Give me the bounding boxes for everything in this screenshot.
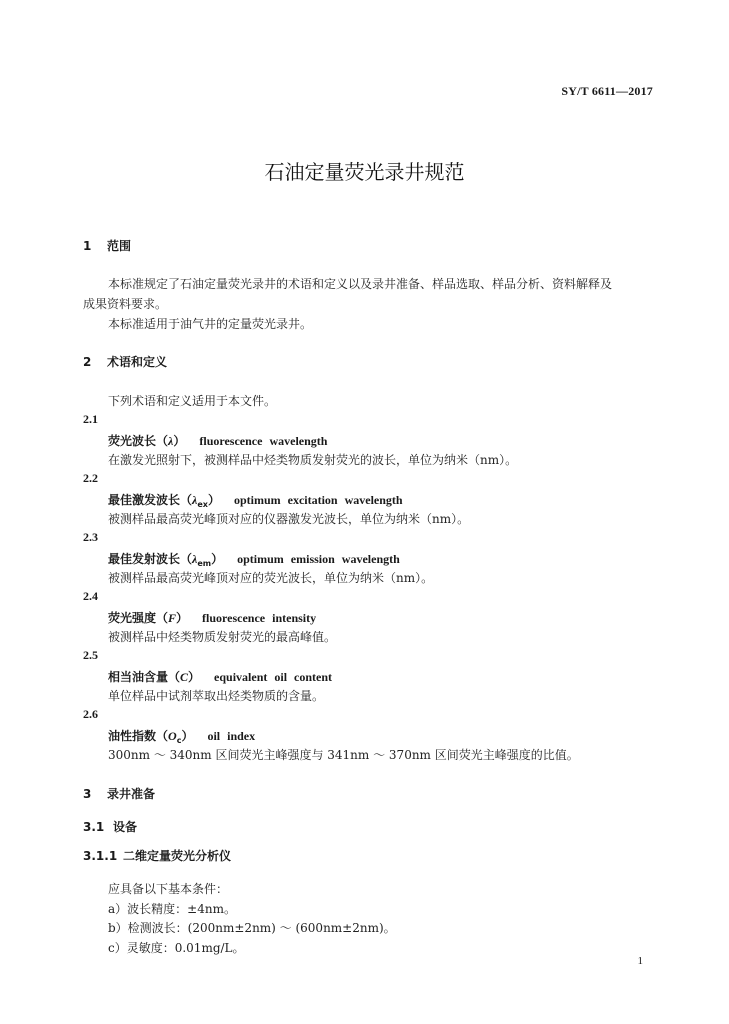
term-chinese: 最佳发射波长（ — [108, 552, 193, 566]
section-title: 范围 — [107, 239, 132, 253]
term-symbol: C — [180, 670, 189, 684]
term-number: 2.3 — [83, 530, 98, 544]
term-bracket-close: ） — [176, 611, 189, 625]
term-symbol: λ — [192, 552, 198, 566]
term-definition: 被测样品最高荧光峰顶对应的仪器激发光波长，单位为纳米（nm）。 — [108, 512, 470, 526]
term-bracket-close: ） — [211, 552, 224, 566]
subsection-heading — [83, 818, 137, 835]
subsubsection-number: 3.1.1 — [83, 849, 118, 863]
term-chinese: 相当油含量（ — [108, 670, 181, 684]
section-title: 录井准备 — [107, 787, 156, 801]
term-english: optimum excitation wavelength — [233, 493, 403, 507]
subsection-number: 3.1 — [83, 820, 105, 834]
term-english: fluorescence wavelength — [199, 434, 328, 448]
section-number: 2 — [83, 355, 92, 369]
subsubsection-heading — [83, 847, 231, 864]
section-title: 术语和定义 — [107, 355, 168, 369]
paragraph: 应具备以下基本条件： — [108, 882, 229, 896]
subsubsection-title: 二维定量荧光分析仪 — [123, 849, 232, 863]
term-chinese: 荧光波长（ — [108, 434, 169, 448]
list-item: a）波长精度：±4nm。 — [108, 902, 236, 916]
term-symbol: O — [168, 729, 177, 743]
document-title: 石油定量荧光录井规范 — [264, 160, 465, 184]
term-heading — [108, 550, 400, 568]
section-number: 1 — [83, 239, 92, 253]
subsection-title: 设备 — [113, 820, 138, 834]
section-number: 3 — [83, 787, 92, 801]
term-symbol-subscript: ex — [197, 500, 208, 509]
term-heading — [108, 727, 255, 745]
term-definition: 被测样品最高荧光峰顶对应的荧光波长，单位为纳米（nm）。 — [108, 571, 434, 585]
term-symbol: λ — [192, 493, 198, 507]
term-number: 2.1 — [83, 412, 98, 426]
term-heading — [108, 668, 332, 685]
term-bracket-close: ） — [188, 670, 201, 684]
term-definition: 单位样品中试剂萃取出烃类物质的含量。 — [108, 689, 325, 703]
term-definition: 300nm ～ 340nm 区间荧光主峰强度与 341nm ～ 370nm 区间荧光主峰强度的比值。 — [108, 748, 579, 762]
term-english: fluorescence intensity — [202, 611, 317, 625]
term-bracket-close: ） — [207, 493, 220, 507]
term-chinese: 最佳激发波长（ — [108, 493, 193, 507]
term-number: 2.2 — [83, 471, 98, 485]
term-symbol: F — [168, 611, 177, 625]
section-3-heading — [83, 785, 155, 802]
term-definition: 被测样品中烃类物质发射荧光的最高峰值。 — [108, 630, 337, 644]
section-1-heading — [83, 237, 131, 254]
term-symbol: λ — [168, 434, 174, 448]
standard-number: SY/T 6611—2017 — [561, 84, 653, 98]
paragraph-line: 本标准规定了石油定量荧光录井的术语和定义以及录井准备、样品选取、样品分析、资料解释及 — [108, 277, 613, 291]
term-number: 2.6 — [83, 707, 98, 721]
term-number: 2.5 — [83, 648, 98, 662]
page-number: 1 — [637, 955, 643, 967]
term-heading — [108, 609, 316, 626]
term-bracket-close: ） — [173, 434, 186, 448]
section-2-heading — [83, 353, 167, 370]
paragraph: 本标准适用于油气井的定量荧光录井。 — [108, 317, 313, 331]
term-heading — [108, 491, 403, 509]
term-bracket-close: ） — [181, 729, 194, 743]
term-heading — [108, 432, 327, 449]
paragraph: 下列术语和定义适用于本文件。 — [108, 394, 277, 408]
list-item: c）灵敏度：0.01mg/L。 — [108, 941, 245, 955]
term-symbol-subscript: em — [197, 559, 212, 568]
term-symbol-subscript: c — [176, 736, 182, 745]
term-number: 2.4 — [83, 589, 98, 603]
term-chinese: 油性指数（ — [108, 729, 169, 743]
paragraph-line: 成果资料要求。 — [83, 297, 168, 311]
list-item: b）检测波长：(200nm±2nm) ～ (600nm±2nm)。 — [108, 921, 396, 935]
term-english: optimum emission wavelength — [237, 552, 400, 566]
term-chinese: 荧光强度（ — [108, 611, 169, 625]
term-english: equivalent oil content — [214, 670, 333, 684]
term-definition: 在激发光照射下，被测样品中烃类物质发射荧光的波长，单位为纳米（nm）。 — [108, 453, 518, 467]
term-english: oil index — [207, 729, 256, 743]
